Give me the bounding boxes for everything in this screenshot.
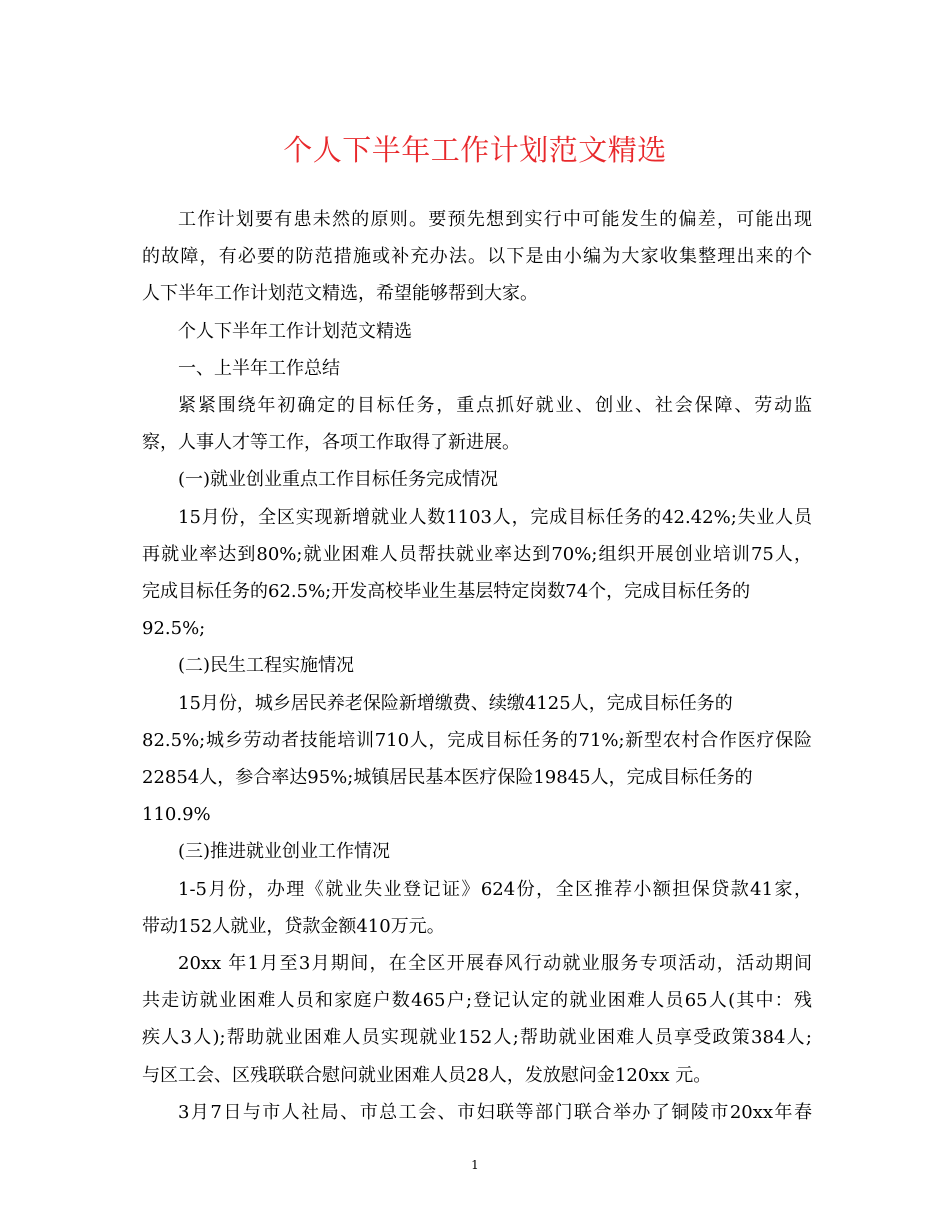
body-line: 紧紧围绕年初确定的目标任务，重点抓好就业、创业、社会保障、劳动监: [178, 395, 812, 416]
body-line: 92.5%;: [142, 618, 206, 640]
body-line: 15月份，城乡居民养老保险新增缴费、续缴4125人，完成目标任务的: [178, 692, 733, 714]
body-line: 带动152人就业，贷款金额410万元。: [142, 915, 445, 937]
body-line: 个人下半年工作计划范文精选: [178, 320, 412, 342]
body-line: 的故障，有必要的防范措施或补充办法。以下是由小编为大家收集整理出来的个: [142, 246, 812, 268]
body-line: 一、上半年工作总结: [178, 357, 340, 379]
body-line: 3月7日与市人社局、市总工会、市妇联等部门联合举办了铜陵市20xx年春: [178, 1101, 812, 1123]
body-line: 完成目标任务的62.5%;开发高校毕业生基层特定岗数74个，完成目标任务的: [142, 581, 751, 602]
body-line: (二)民生工程实施情况: [178, 655, 355, 677]
body-line: 与区工会、区残联联合慰问就业困难人员28人，发放慰问金120xx 元。: [142, 1064, 712, 1086]
body-line: 15月份，全区实现新增就业人数1103人，完成目标任务的42.42%;失业人员: [178, 506, 812, 528]
body-line: 察，人事人才等工作，各项工作取得了新进展。: [142, 432, 520, 454]
document-title: 个人下半年工作计划范文精选: [283, 133, 667, 167]
body-line: (一)就业创业重点工作目标任务完成情况: [178, 469, 499, 491]
body-line: 再就业率达到80%;就业困难人员帮扶就业率达到70%;组织开展创业培训75人，: [142, 543, 812, 565]
body-line: 1-5月份，办理《就业失业登记证》624份，全区推荐小额担保贷款41家，: [178, 878, 812, 900]
body-line: 22854人，参合率达95%;城镇居民基本医疗保险19845人，完成目标任务的: [142, 767, 753, 788]
body-line: 20xx 年1月至3月期间，在全区开展春风行动就业服务专项活动，活动期间: [178, 953, 812, 974]
body-line: 人下半年工作计划范文精选，希望能够帮到大家。: [142, 283, 538, 305]
body-line: 疾人3人);帮助就业困难人员实现就业152人;帮助就业困难人员享受政策384人;: [142, 1027, 812, 1049]
body-line: 82.5%;城乡劳动者技能培训710人，完成目标任务的71%;新型农村合作医疗保险: [142, 729, 812, 751]
body-line: 共走访就业困难人员和家庭户数465户;登记认定的就业困难人员65人(其中：残: [142, 990, 812, 1012]
body-line: 工作计划要有患未然的原则。要预先想到实行中可能发生的偏差，可能出现: [178, 209, 812, 230]
body-line: 110.9%: [142, 804, 211, 826]
body-line: (三)推进就业创业工作情况: [178, 841, 391, 863]
page-number: 1: [471, 1158, 479, 1172]
